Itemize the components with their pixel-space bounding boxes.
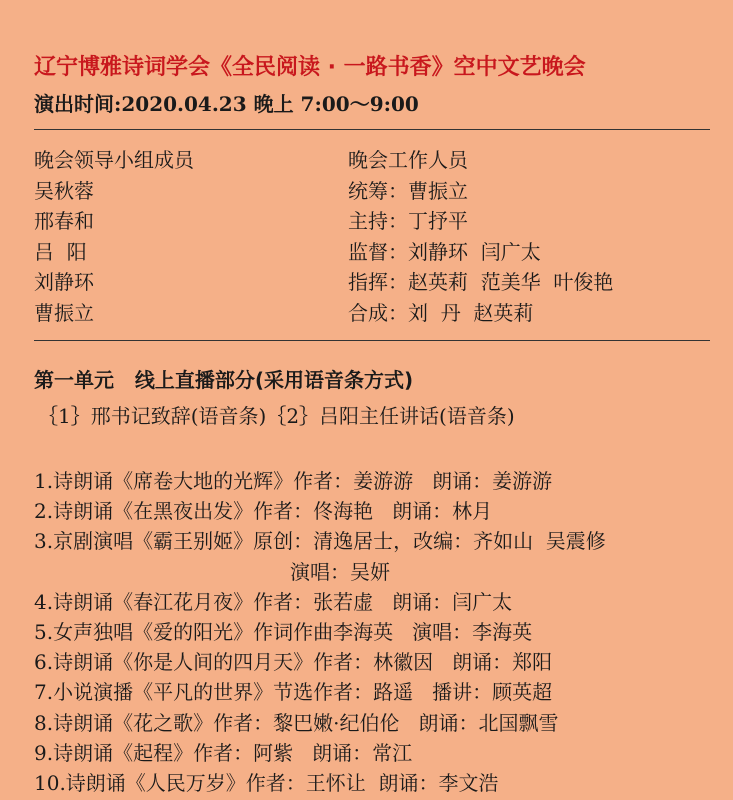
staff-role: 统筹：曹振立 (348, 178, 468, 203)
event-title: 辽宁博雅诗词学会《全民阅读 · 一路书香》空中文艺晚会 (34, 55, 586, 80)
leader-member: 吴秋蓉 (34, 178, 94, 203)
leaders-column (34, 145, 194, 329)
program-item: 1.诗朗诵《席卷大地的光辉》作者：姜游游 朗诵：姜游游 (34, 469, 553, 493)
performance-time: 演出时间:2020.04.23 晚上 7:00～9:00 (34, 92, 419, 116)
staff-role: 指挥：赵英莉 范美华 叶俊艳 (348, 270, 614, 295)
program-list (34, 466, 606, 798)
program-item: 7.小说演播《平凡的世界》节选作者：路遥 播讲：顾英超 (34, 680, 553, 705)
program-item: 8.诗朗诵《花之歌》作者：黎巴嫩·纪伯伦 朗诵：北国飘雪 (34, 710, 559, 735)
program-item: 9.诗朗诵《起程》作者：阿紫 朗诵：常江 (34, 740, 413, 765)
unit-1-intro: ｛1｝邢书记致辞(语音条)｛2｝吕阳主任讲话(语音条) (38, 404, 515, 428)
program-item: 6.诗朗诵《你是人间的四月天》作者：林徽因 朗诵：郑阳 (34, 650, 553, 675)
program-item: 2.诗朗诵《在黑夜出发》作者：佟海艳 朗诵：林月 (34, 499, 493, 524)
staff-heading: 晚会工作人员 (348, 148, 468, 172)
divider-top (34, 129, 710, 130)
staff-role: 合成：刘 丹 赵英莉 (348, 300, 534, 325)
staff-role: 主持：丁抒平 (348, 209, 468, 234)
leader-member: 邢春和 (34, 209, 94, 234)
divider-middle (34, 340, 710, 341)
unit-1-title: 第一单元 线上直播部分(采用语音条方式) (34, 368, 414, 392)
program-item: 4.诗朗诵《春江花月夜》作者：张若虚 朗诵：闫广太 (34, 589, 513, 614)
program-item: 5.女声独唱《爱的阳光》作词作曲李海英 演唱：李海英 (34, 619, 533, 644)
staff-role: 监督：刘静环 闫广太 (348, 239, 541, 264)
leader-member: 曹振立 (34, 300, 94, 325)
program-item: 3.京剧演唱《霸王别姬》原创：清逸居士，改编：齐如山 吴震修 (34, 529, 606, 554)
leader-member: 刘静环 (34, 270, 94, 295)
leaders-heading: 晚会领导小组成员 (34, 148, 194, 172)
program-item: 10.诗朗诵《人民万岁》作者：王怀让 朗诵：李文浩 (34, 770, 499, 795)
staff-column (348, 145, 613, 329)
leader-member: 吕 阳 (34, 239, 87, 264)
program-item-continuation: 演唱：吴妍 (290, 559, 390, 584)
